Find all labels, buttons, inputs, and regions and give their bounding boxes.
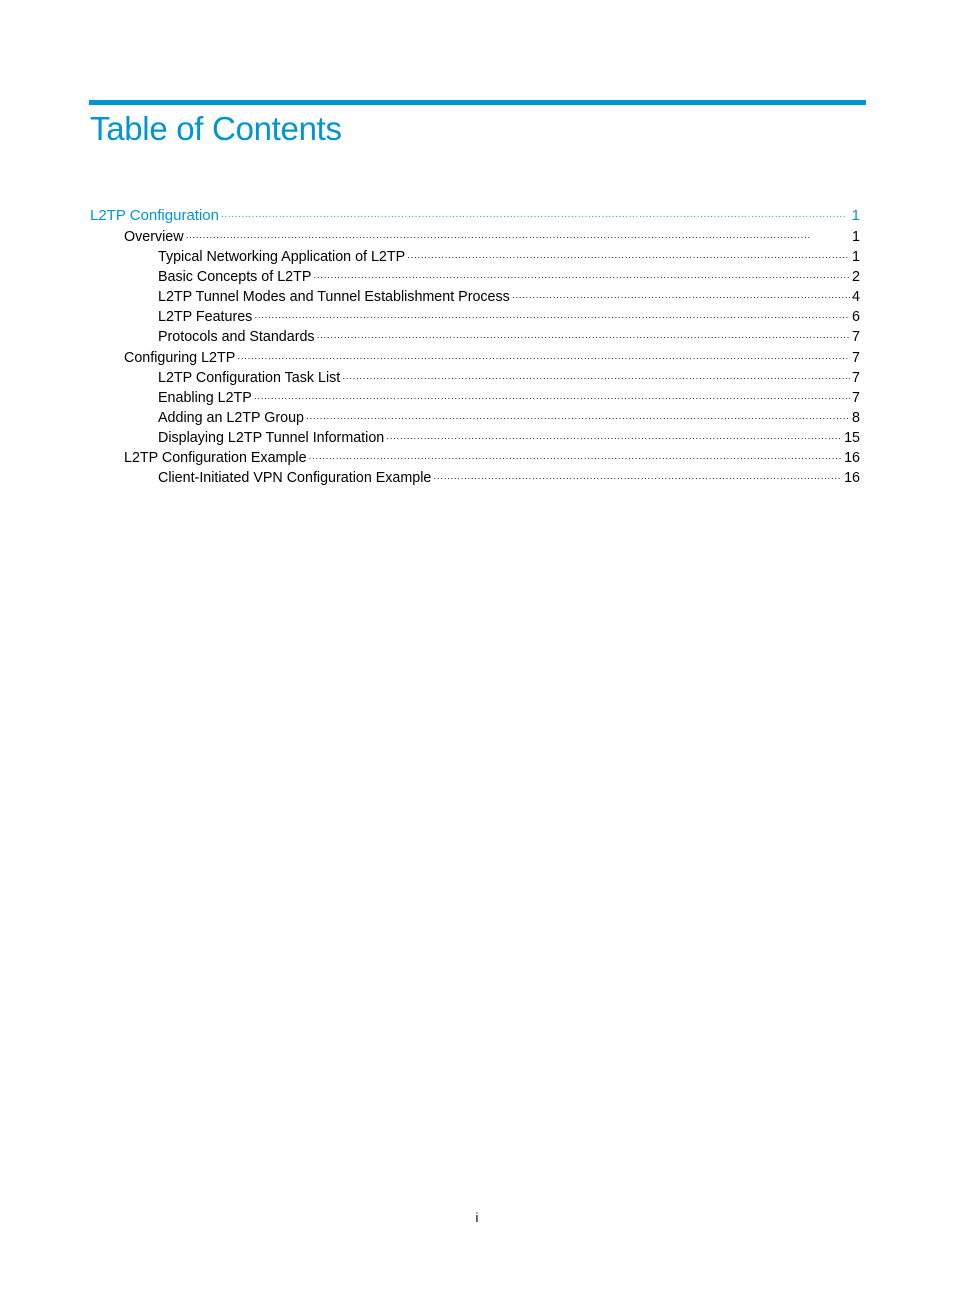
toc-dot-leader xyxy=(306,408,850,428)
toc-entry-l2tp-features[interactable] xyxy=(90,307,860,327)
toc-entry-label: L2TP Configuration Task List xyxy=(158,369,341,386)
toc-entry-tunnel-modes[interactable] xyxy=(90,287,860,307)
toc-entry-label: Basic Concepts of L2TP xyxy=(158,269,312,286)
toc-entry-label: L2TP Features xyxy=(158,309,253,326)
toc-entry-client-initiated-vpn[interactable] xyxy=(90,468,860,488)
toc-entry-displaying-tunnel-info[interactable] xyxy=(90,428,860,448)
toc-entry-basic-concepts[interactable] xyxy=(90,267,860,287)
toc-dot-leader xyxy=(317,327,850,347)
toc-dot-leader xyxy=(221,206,850,226)
toc-entry-enabling-l2tp[interactable] xyxy=(90,388,860,408)
toc-entry-label: Client-Initiated VPN Configuration Example xyxy=(158,470,432,487)
toc-entry-label: L2TP Configuration xyxy=(90,207,219,224)
toc-entry-label: Overview xyxy=(124,229,184,245)
toc-entry-l2tp-configuration[interactable] xyxy=(90,206,860,227)
toc-entry-typical-networking-application[interactable] xyxy=(90,247,860,267)
toc-page-number: 15 xyxy=(844,429,860,446)
toc-dot-leader xyxy=(433,468,842,488)
page-title: Table of Contents xyxy=(90,110,342,147)
toc-entry-protocols-standards[interactable] xyxy=(90,327,860,347)
toc-dot-leader xyxy=(254,388,850,408)
toc-page-number: 16 xyxy=(844,470,860,487)
toc-page-number: 7 xyxy=(852,389,860,406)
toc-entry-adding-group[interactable] xyxy=(90,408,860,428)
toc-page-number: 7 xyxy=(852,349,860,366)
toc-page-number: 7 xyxy=(852,329,860,346)
toc-entry-label: Displaying L2TP Tunnel Information xyxy=(158,429,385,446)
toc-entry-configuring-l2tp[interactable] xyxy=(90,348,860,368)
toc-dot-leader xyxy=(386,428,842,448)
toc-entry-overview[interactable] xyxy=(90,227,860,247)
toc-dot-leader xyxy=(342,368,850,388)
page-number-footer: i xyxy=(475,1210,479,1225)
toc-entry-label: Adding an L2TP Group xyxy=(158,409,304,426)
toc-entry-label: L2TP Configuration Example xyxy=(124,450,307,467)
toc-entry-label: Configuring L2TP xyxy=(124,349,236,366)
toc-dot-leader xyxy=(309,448,843,468)
toc-entry-label: Typical Networking Application of L2TP xyxy=(158,249,406,266)
toc-dot-leader xyxy=(313,267,850,287)
toc-page-number: 16 xyxy=(844,450,860,467)
table-of-contents xyxy=(90,206,860,488)
toc-entry-label: Protocols and Standards xyxy=(158,329,315,346)
toc-entry-label: Enabling L2TP xyxy=(158,389,252,406)
toc-page-number: 1 xyxy=(851,207,860,224)
toc-dot-leader xyxy=(407,247,850,267)
toc-page-number: 2 xyxy=(852,269,860,286)
toc-page-number: 8 xyxy=(852,409,860,426)
toc-dot-leader xyxy=(237,348,850,368)
toc-page-number: 4 xyxy=(852,289,860,306)
toc-dot-leader xyxy=(186,227,850,247)
toc-entry-task-list[interactable] xyxy=(90,368,860,388)
toc-entry-configuration-example[interactable] xyxy=(90,448,860,468)
toc-page-number: 1 xyxy=(852,229,860,245)
toc-page-number: 7 xyxy=(852,369,860,386)
toc-page-number: 1 xyxy=(852,249,860,266)
title-rule xyxy=(89,100,866,105)
toc-entry-label: L2TP Tunnel Modes and Tunnel Establishment Process xyxy=(158,289,510,306)
toc-dot-leader xyxy=(512,287,850,307)
toc-page-number: 6 xyxy=(852,309,860,326)
toc-dot-leader xyxy=(254,307,850,327)
